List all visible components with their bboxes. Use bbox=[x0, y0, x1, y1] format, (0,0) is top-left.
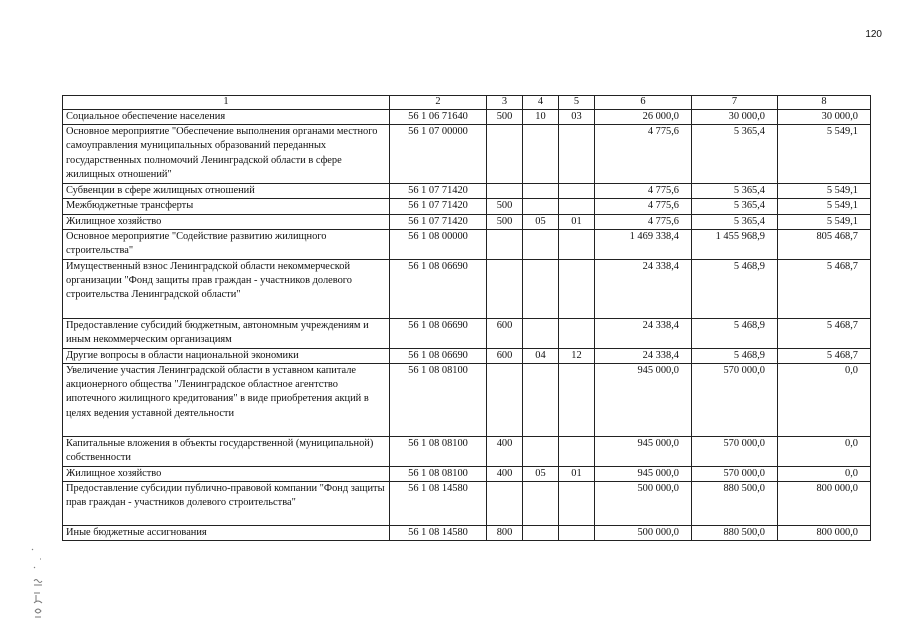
row-code: 56 1 07 71420 bbox=[390, 199, 487, 214]
row-value-2021: 1 455 968,9 bbox=[692, 229, 778, 259]
row-value-2021: 30 000,0 bbox=[692, 110, 778, 125]
row-name: Основное мероприятие "Содействие развитию жилищного строительства" bbox=[63, 229, 390, 259]
row-value-2022: 5 549,1 bbox=[778, 184, 871, 199]
table-row bbox=[63, 318, 871, 348]
row-code: 56 1 08 06690 bbox=[390, 259, 487, 318]
row-code: 56 1 06 71640 bbox=[390, 110, 487, 125]
row-code: 56 1 08 14580 bbox=[390, 482, 487, 526]
row-value-2020: 26 000,0 bbox=[595, 110, 692, 125]
row-value-2022: 5 549,1 bbox=[778, 199, 871, 214]
row-value-2021: 5 365,4 bbox=[692, 125, 778, 184]
row-rz bbox=[523, 526, 559, 541]
row-value-2021: 570 000,0 bbox=[692, 437, 778, 467]
header-cell-2: 2 bbox=[390, 96, 487, 110]
row-value-2022: 5 468,7 bbox=[778, 348, 871, 363]
row-vr: 400 bbox=[487, 437, 523, 467]
row-rz: 04 bbox=[523, 348, 559, 363]
row-pr: 01 bbox=[559, 467, 595, 482]
table-row bbox=[63, 348, 871, 363]
row-pr: 01 bbox=[559, 214, 595, 229]
row-pr bbox=[559, 364, 595, 437]
row-value-2022: 0,0 bbox=[778, 467, 871, 482]
row-name: Увеличение участия Ленинградской области в уставном капитале акционерного общества "Ленинградское областное агентство ипотечного жилищного кредитования" в виде приобретения акций в целях ведения уставной деятельности bbox=[63, 364, 390, 437]
row-value-2022: 30 000,0 bbox=[778, 110, 871, 125]
row-value-2021: 5 468,9 bbox=[692, 318, 778, 348]
header-cell-5: 5 bbox=[559, 96, 595, 110]
row-value-2020: 945 000,0 bbox=[595, 437, 692, 467]
row-name: Имущественный взнос Ленинградской области некоммерческой организации "Фонд защиты прав граждан - участников долевого строительства Ленинградской области" bbox=[63, 259, 390, 318]
row-rz bbox=[523, 259, 559, 318]
row-value-2021: 5 365,4 bbox=[692, 214, 778, 229]
row-value-2020: 500 000,0 bbox=[595, 526, 692, 541]
row-pr bbox=[559, 526, 595, 541]
header-cell-6: 6 bbox=[595, 96, 692, 110]
row-vr bbox=[487, 229, 523, 259]
row-pr bbox=[559, 437, 595, 467]
row-value-2022: 5 549,1 bbox=[778, 214, 871, 229]
row-pr bbox=[559, 184, 595, 199]
row-vr: 400 bbox=[487, 467, 523, 482]
row-pr bbox=[559, 199, 595, 214]
table-row bbox=[63, 259, 871, 318]
row-name: Предоставление субсидии публично-правовой компании "Фонд защиты прав граждан - участников долевого строительства" bbox=[63, 482, 390, 526]
header-cell-3: 3 bbox=[487, 96, 523, 110]
row-value-2021: 5 468,9 bbox=[692, 259, 778, 318]
row-rz bbox=[523, 318, 559, 348]
row-code: 56 1 08 14580 bbox=[390, 526, 487, 541]
table-row bbox=[63, 214, 871, 229]
row-name: Основное мероприятие "Обеспечение выполнения органами местного самоуправления муниципальных образований переданных государственных полномочий Ленинградской области в сфере жилищных отношений" bbox=[63, 125, 390, 184]
row-value-2020: 500 000,0 bbox=[595, 482, 692, 526]
row-value-2021: 5 365,4 bbox=[692, 199, 778, 214]
row-name: Жилищное хозяйство bbox=[63, 214, 390, 229]
row-pr: 03 bbox=[559, 110, 595, 125]
header-cell-1: 1 bbox=[63, 96, 390, 110]
row-vr: 600 bbox=[487, 348, 523, 363]
row-code: 56 1 08 06690 bbox=[390, 318, 487, 348]
table-row bbox=[63, 229, 871, 259]
row-vr: 500 bbox=[487, 214, 523, 229]
row-value-2020: 4 775,6 bbox=[595, 214, 692, 229]
row-name: Межбюджетные трансферты bbox=[63, 199, 390, 214]
margin-scan-marks bbox=[28, 545, 58, 625]
row-value-2020: 945 000,0 bbox=[595, 364, 692, 437]
row-pr bbox=[559, 482, 595, 526]
row-value-2020: 24 338,4 bbox=[595, 318, 692, 348]
row-vr: 600 bbox=[487, 318, 523, 348]
row-name: Иные бюджетные ассигнования bbox=[63, 526, 390, 541]
page-number: 120 bbox=[865, 29, 882, 40]
row-code: 56 1 08 08100 bbox=[390, 437, 487, 467]
row-rz bbox=[523, 482, 559, 526]
row-value-2020: 4 775,6 bbox=[595, 125, 692, 184]
row-rz bbox=[523, 364, 559, 437]
table-row bbox=[63, 364, 871, 437]
row-rz bbox=[523, 184, 559, 199]
row-rz bbox=[523, 229, 559, 259]
row-vr: 500 bbox=[487, 110, 523, 125]
row-name: Капитальные вложения в объекты государственной (муниципальной) собственности bbox=[63, 437, 390, 467]
row-vr bbox=[487, 259, 523, 318]
row-rz: 10 bbox=[523, 110, 559, 125]
table-row bbox=[63, 184, 871, 199]
row-value-2020: 24 338,4 bbox=[595, 348, 692, 363]
row-pr bbox=[559, 318, 595, 348]
row-value-2021: 570 000,0 bbox=[692, 467, 778, 482]
table-row bbox=[63, 125, 871, 184]
row-name: Другие вопросы в области национальной экономики bbox=[63, 348, 390, 363]
row-value-2021: 570 000,0 bbox=[692, 364, 778, 437]
row-vr bbox=[487, 184, 523, 199]
row-code: 56 1 08 06690 bbox=[390, 348, 487, 363]
row-code: 56 1 07 00000 bbox=[390, 125, 487, 184]
row-value-2022: 805 468,7 bbox=[778, 229, 871, 259]
row-name: Жилищное хозяйство bbox=[63, 467, 390, 482]
table-row bbox=[63, 526, 871, 541]
row-rz bbox=[523, 199, 559, 214]
row-value-2022: 0,0 bbox=[778, 437, 871, 467]
table-row bbox=[63, 482, 871, 526]
table-row bbox=[63, 467, 871, 482]
header-cell-4: 4 bbox=[523, 96, 559, 110]
row-value-2020: 24 338,4 bbox=[595, 259, 692, 318]
row-name: Предоставление субсидий бюджетным, автономным учреждениям и иным некоммерческим организациям bbox=[63, 318, 390, 348]
row-value-2020: 945 000,0 bbox=[595, 467, 692, 482]
row-value-2020: 4 775,6 bbox=[595, 184, 692, 199]
row-pr bbox=[559, 259, 595, 318]
table-row bbox=[63, 199, 871, 214]
row-rz bbox=[523, 437, 559, 467]
row-value-2021: 880 500,0 bbox=[692, 526, 778, 541]
header-cell-7: 7 bbox=[692, 96, 778, 110]
table-header-row bbox=[63, 96, 871, 110]
row-name: Субвенции в сфере жилищных отношений bbox=[63, 184, 390, 199]
row-code: 56 1 08 08100 bbox=[390, 364, 487, 437]
table-row bbox=[63, 437, 871, 467]
row-value-2022: 0,0 bbox=[778, 364, 871, 437]
row-vr bbox=[487, 125, 523, 184]
header-cell-8: 8 bbox=[778, 96, 871, 110]
row-code: 56 1 07 71420 bbox=[390, 214, 487, 229]
row-vr bbox=[487, 482, 523, 526]
row-code: 56 1 07 71420 bbox=[390, 184, 487, 199]
row-rz bbox=[523, 125, 559, 184]
row-vr: 500 bbox=[487, 199, 523, 214]
table-row bbox=[63, 110, 871, 125]
row-value-2022: 5 468,7 bbox=[778, 259, 871, 318]
row-code: 56 1 08 00000 bbox=[390, 229, 487, 259]
budget-table bbox=[62, 95, 871, 541]
row-name: Социальное обеспечение населения bbox=[63, 110, 390, 125]
table-body bbox=[63, 96, 871, 541]
row-rz: 05 bbox=[523, 214, 559, 229]
row-vr bbox=[487, 364, 523, 437]
row-rz: 05 bbox=[523, 467, 559, 482]
row-pr bbox=[559, 229, 595, 259]
row-value-2022: 5 549,1 bbox=[778, 125, 871, 184]
row-pr: 12 bbox=[559, 348, 595, 363]
row-code: 56 1 08 08100 bbox=[390, 467, 487, 482]
row-value-2021: 5 468,9 bbox=[692, 348, 778, 363]
row-value-2022: 800 000,0 bbox=[778, 482, 871, 526]
row-value-2021: 5 365,4 bbox=[692, 184, 778, 199]
row-value-2022: 5 468,7 bbox=[778, 318, 871, 348]
row-value-2022: 800 000,0 bbox=[778, 526, 871, 541]
row-value-2020: 1 469 338,4 bbox=[595, 229, 692, 259]
row-value-2021: 880 500,0 bbox=[692, 482, 778, 526]
row-pr bbox=[559, 125, 595, 184]
row-value-2020: 4 775,6 bbox=[595, 199, 692, 214]
row-vr: 800 bbox=[487, 526, 523, 541]
